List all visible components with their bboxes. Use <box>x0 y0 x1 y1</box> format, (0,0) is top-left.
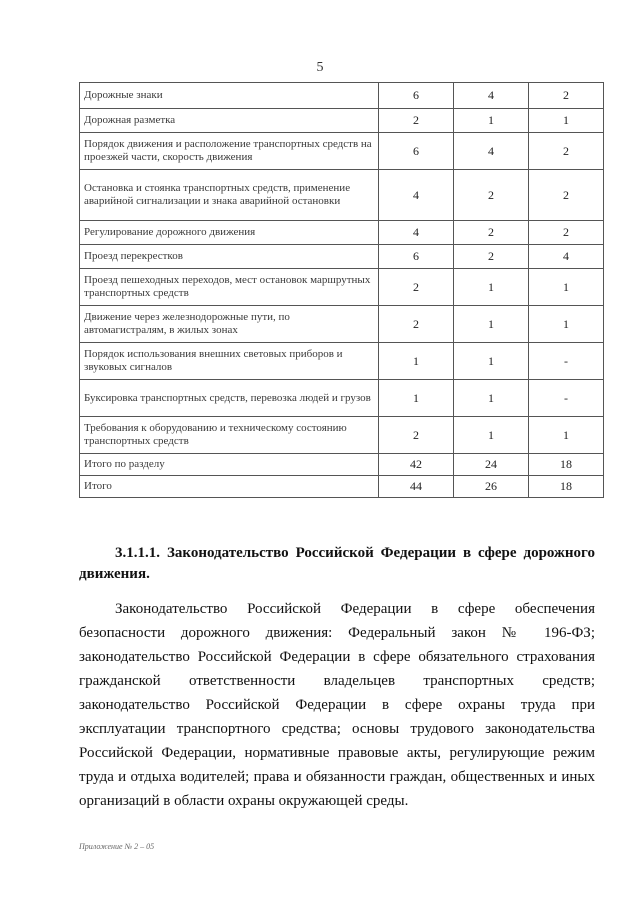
table-row <box>80 133 604 170</box>
hours-total-cell: 2 <box>379 306 454 343</box>
hours-total-cell: 4 <box>379 170 454 221</box>
hours-theory-cell: 24 <box>454 454 529 476</box>
hours-theory-cell: 1 <box>454 306 529 343</box>
table-row <box>80 221 604 245</box>
table-row <box>80 380 604 417</box>
topic-cell: Регулирование дорожного движения <box>80 221 379 245</box>
hours-theory-cell: 4 <box>454 83 529 109</box>
table-row <box>80 476 604 498</box>
topic-cell: Итого по разделу <box>80 454 379 476</box>
page-number: 5 <box>316 60 324 75</box>
hours-practice-cell: - <box>529 380 604 417</box>
topic-cell: Итого <box>80 476 379 498</box>
table-row <box>80 343 604 380</box>
hours-practice-cell: 4 <box>529 245 604 269</box>
hours-total-cell: 4 <box>379 221 454 245</box>
topic-cell: Дорожная разметка <box>80 109 379 133</box>
topic-cell: Проезд пешеходных переходов, мест остановок маршрутных транспортных средств <box>80 269 379 306</box>
hours-practice-cell: 2 <box>529 83 604 109</box>
table-row <box>80 306 604 343</box>
hours-practice-cell: 18 <box>529 454 604 476</box>
topic-cell: Буксировка транспортных средств, перевозка людей и грузов <box>80 380 379 417</box>
hours-theory-cell: 26 <box>454 476 529 498</box>
hours-practice-cell: 1 <box>529 306 604 343</box>
hours-practice-cell: 1 <box>529 417 604 454</box>
hours-theory-cell: 2 <box>454 170 529 221</box>
topic-cell: Требования к оборудованию и техническому состоянию транспортных средств <box>80 417 379 454</box>
topic-cell: Порядок использования внешних световых приборов и звуковых сигналов <box>80 343 379 380</box>
hours-theory-cell: 2 <box>454 221 529 245</box>
hours-total-cell: 6 <box>379 133 454 170</box>
hours-practice-cell: 18 <box>529 476 604 498</box>
table-row <box>80 83 604 109</box>
hours-theory-cell: 1 <box>454 343 529 380</box>
hours-table-body <box>80 83 604 498</box>
topic-cell: Остановка и стоянка транспортных средств, применение аварийной сигнализации и знака аварийной остановки <box>80 170 379 221</box>
page-footer: Приложение № 2 – 05 <box>79 842 155 851</box>
hours-total-cell: 1 <box>379 343 454 380</box>
table-row <box>80 170 604 221</box>
hours-theory-cell: 1 <box>454 109 529 133</box>
hours-theory-cell: 1 <box>454 269 529 306</box>
hours-practice-cell: 2 <box>529 221 604 245</box>
hours-total-cell: 1 <box>379 380 454 417</box>
hours-practice-cell: 2 <box>529 170 604 221</box>
topic-cell: Порядок движения и расположение транспортных средств на проезжей части, скорость движения <box>80 133 379 170</box>
hours-total-cell: 6 <box>379 245 454 269</box>
table-row <box>80 269 604 306</box>
topic-cell: Дорожные знаки <box>80 83 379 109</box>
hours-total-cell: 2 <box>379 417 454 454</box>
hours-theory-cell: 1 <box>454 380 529 417</box>
hours-practice-cell: - <box>529 343 604 380</box>
hours-total-cell: 2 <box>379 269 454 306</box>
hours-total-cell: 42 <box>379 454 454 476</box>
hours-practice-cell: 2 <box>529 133 604 170</box>
topic-cell: Проезд перекрестков <box>80 245 379 269</box>
section-heading <box>79 543 595 585</box>
section-paragraph <box>79 597 595 813</box>
hours-practice-cell: 1 <box>529 109 604 133</box>
topic-cell: Движение через железнодорожные пути, по автомагистралям, в жилых зонах <box>80 306 379 343</box>
hours-total-cell: 6 <box>379 83 454 109</box>
table-row <box>80 454 604 476</box>
hours-practice-cell: 1 <box>529 269 604 306</box>
hours-theory-cell: 2 <box>454 245 529 269</box>
table-row <box>80 417 604 454</box>
table-row <box>80 109 604 133</box>
section-paragraph-text: Законодательство Российской Федерации в сфере обеспечения безопасности дорожного движения: Федеральный закон № 196-ФЗ; законодательство Российской Федерации в сфере обязательного страхования гражданской ответственности владельцев транспортных средств; законодательство Российской Федерации в сфере охраны труда при эксплуатации транспортного средства; основы трудового законодательства Российской Федерации, нормативные правовые акты, регулирующие режим труда и отдыха водителей; права и обязанности граждан, общественных и иных организаций в области охраны окружающей среды. <box>79 601 595 809</box>
section-heading-text: 3.1.1.1. Законодательство Российской Федерации в сфере дорожного движения. <box>79 545 595 582</box>
hours-total-cell: 44 <box>379 476 454 498</box>
table-row <box>80 245 604 269</box>
hours-theory-cell: 1 <box>454 417 529 454</box>
hours-theory-cell: 4 <box>454 133 529 170</box>
hours-total-cell: 2 <box>379 109 454 133</box>
hours-table <box>79 82 604 498</box>
